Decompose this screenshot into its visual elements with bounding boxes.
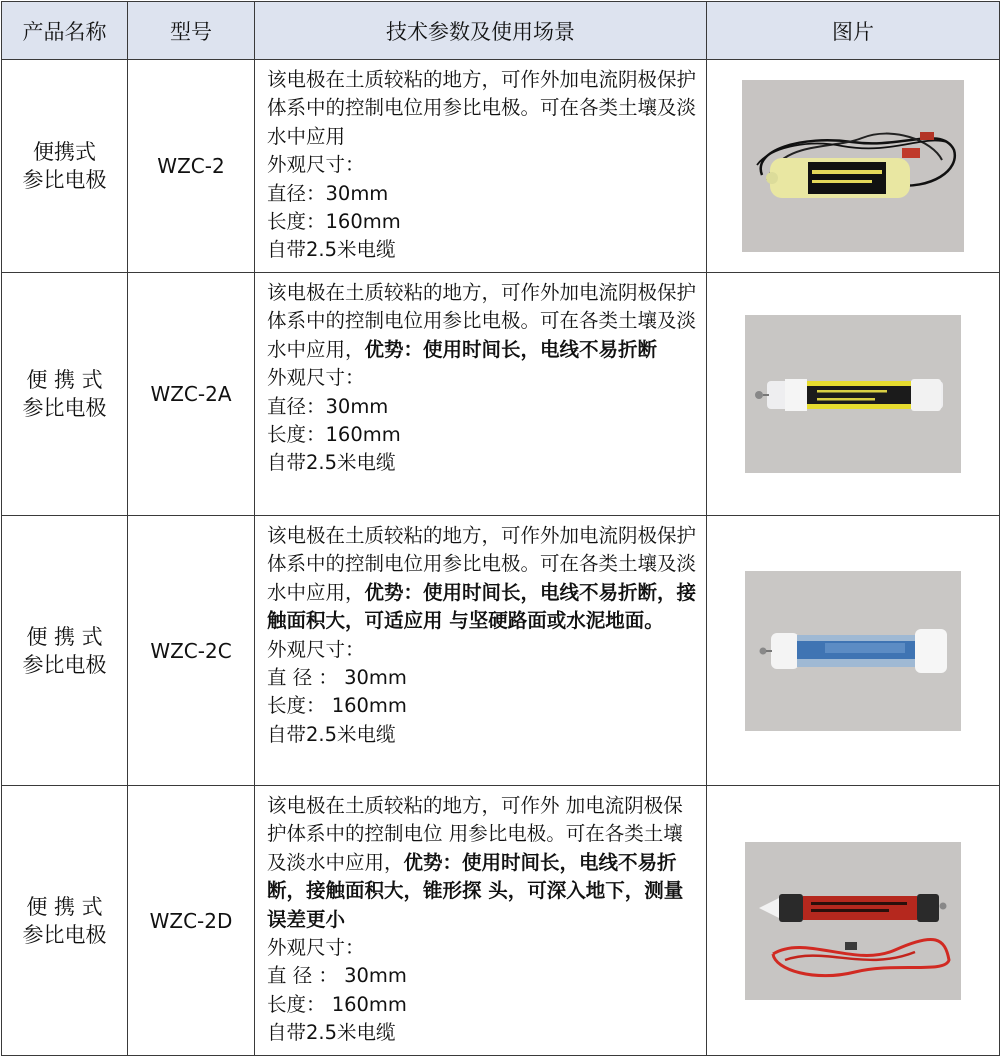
specs-advantage: 优势：使用时间长，电线不易折断，接触面积大，可适应用 与坚硬路面或水泥地面。 [267,580,697,633]
header-specs: 技术参数及使用场景 [255,2,707,60]
product-name-line2: 参比电极 [22,652,107,677]
size-title: 外观尺寸： [267,637,365,661]
table-row [2,516,1000,786]
specs-cell [255,60,707,273]
header-product-name: 产品名称 [2,2,128,60]
product-name-line1: 便 携 式 [26,368,103,392]
product-name-line2: 参比电极 [22,922,107,947]
specs-description: 该电极在土质较粘的地方，可作外加电流阴极保护体系中的控制电位用参比电极。可在各类土壤及淡水中应用， [267,281,697,361]
product-name-line1: 便 携 式 [26,624,103,649]
cable-length: 自带2.5米电缆 [267,722,396,746]
model-cell: WZC-2A [128,273,255,516]
size-title: 外观尺寸： [267,366,365,390]
size-diameter: 直径：30mm [267,394,389,418]
table-row [2,273,1000,516]
model-cell: WZC-2D [128,786,255,1056]
model-cell: WZC-2 [128,60,255,273]
size-diameter: 直 径 ： 30mm [267,666,407,690]
cable-length: 自带2.5米电缆 [267,451,396,475]
cable-length: 自带2.5米电缆 [267,1021,396,1045]
transparent-electrode-icon [745,571,961,731]
table-header-row [2,2,1000,60]
picture-cell [707,60,1000,273]
specs-description: 该电极在土质较粘的地方，可作外加电流阴极保护体系中的控制电位用参比电极。可在各类土壤及淡水中应用， [267,524,697,604]
size-length: 长度： 160mm [267,694,407,718]
white-electrode-photo [745,315,961,473]
header-model: 型号 [128,2,255,60]
specs-advantage: 优势：使用时间长，电线不易折断 [364,337,658,361]
transparent-electrode-photo [745,571,961,731]
specs-cell [255,273,707,516]
size-title: 外观尺寸： [267,153,365,177]
red-electrode-photo [745,842,961,1000]
model-cell: WZC-2C [128,516,255,786]
product-name-cell [2,786,128,1056]
specs-cell [255,516,707,786]
product-name-cell [2,273,128,516]
table-row [2,786,1000,1056]
specs-description: 该电极在土质较粘的地方，可作外 加电流阴极保护体系中的控制电位 用参比电极。可在各类土壤及淡水中应用， [267,794,683,874]
size-length: 长度： 160mm [267,992,407,1016]
size-title: 外观尺寸： [267,936,365,960]
product-name-line1: 便 携 式 [26,894,103,919]
picture-cell [707,273,1000,516]
table-row [2,60,1000,273]
picture-cell [707,516,1000,786]
yellow-electrode-icon [742,80,964,252]
product-name-line1: 便携式 [33,140,96,164]
product-name-line2: 参比电极 [22,168,107,192]
product-name-cell [2,60,128,273]
size-diameter: 直径：30mm [267,181,389,205]
specs-advantage: 优势：使用时间长，电线不易折断，接触面积大，锥形探 头，可深入地下，测量误差更小 [267,850,684,931]
size-diameter: 直 径 ： 30mm [267,964,407,988]
specs-description: 该电极在土质较粘的地方，可作外加电流阴极保护体系中的控制电位用参比电极。可在各类土壤及淡水中应用 [267,68,697,148]
cable-length: 自带2.5米电缆 [267,238,396,262]
yellow-electrode-photo [742,80,964,252]
specs-cell [255,786,707,1056]
product-name-cell [2,516,128,786]
header-picture: 图片 [707,2,1000,60]
product-name-line2: 参比电极 [22,396,107,420]
size-length: 长度：160mm [267,210,401,234]
product-spec-table [1,1,1000,1056]
white-electrode-icon [745,315,961,473]
picture-cell [707,786,1000,1056]
red-electrode-icon [745,842,961,1000]
size-length: 长度：160mm [267,423,401,447]
